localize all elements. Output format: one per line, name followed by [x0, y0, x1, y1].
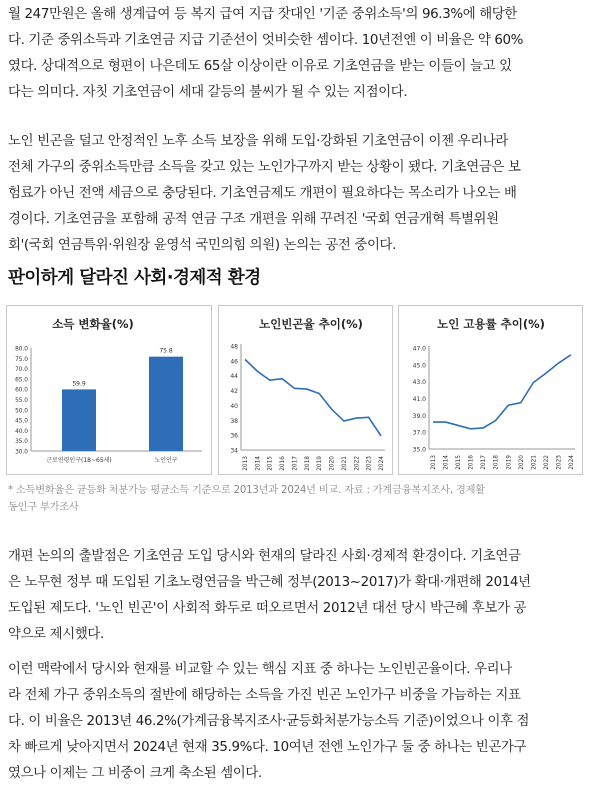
x-tick-label: 2013 [431, 455, 437, 470]
x-tick-label: 2022 [354, 456, 361, 471]
paragraph-4 [8, 657, 584, 787]
caption-line: 동인구 부가조사 [8, 502, 79, 513]
chart-poverty-rate [219, 306, 392, 474]
figure-caption [8, 482, 584, 516]
y-tick-label: 34 [230, 447, 238, 455]
bar [149, 357, 183, 451]
y-tick-label: 60.0 [15, 387, 28, 394]
text-line: 다. 기준 중위소득과 기초연금 지급 기준선이 엇비슷한 셈이다. 10년전엔 이 비율은 약 60% [8, 33, 524, 48]
y-tick-label: 75.0 [15, 356, 28, 363]
x-tick-label: 2017 [292, 456, 299, 471]
y-tick-label: 65.0 [15, 377, 28, 384]
x-tick-label: 2016 [280, 456, 287, 471]
chart-title: 노인빈곤율 추이(%) [259, 317, 363, 331]
paragraph-1 [8, 2, 584, 106]
text-line: 차 빠르게 낮아지면서 2024년 현재 35.9%다. 10여년 전엔 노인가구 둘 중 하나는 빈곤가구 [8, 740, 527, 755]
text-line: 경이다. 기초연금을 포함해 공적 연금 구조 개편을 위해 꾸려진 '국회 연금개혁 특별위원 [8, 212, 499, 227]
x-tick-label: 2021 [341, 456, 348, 471]
x-tick-label: 2019 [317, 456, 324, 471]
text-line: 험료가 아닌 전액 세금으로 충당된다. 기초연금제도 개편이 필요하다는 목소리가 나오는 배 [8, 186, 517, 201]
y-tick-label: 47.0 [412, 345, 426, 353]
y-tick-label: 46 [230, 358, 238, 366]
paragraph-3 [8, 544, 584, 648]
y-tick-label: 45.0 [15, 418, 28, 425]
chart-panel-poverty-rate [218, 305, 393, 475]
y-tick-label: 36 [230, 432, 238, 440]
y-tick-label: 30.0 [15, 449, 28, 456]
section-heading: 판이하게 달라진 사회·경제적 환경 [8, 268, 261, 288]
y-tick-label: 38 [230, 417, 238, 425]
text-line: 전체 가구의 중위소득만큼 소득을 갖고 있는 노인가구까지 받는 상황이 됐다. 기초연금은 보 [8, 160, 521, 175]
chart-title: 소득 변화율(%) [52, 317, 134, 331]
y-tick-label: 44 [230, 373, 238, 381]
x-tick-label: 2021 [531, 455, 538, 470]
x-tick-label: 2018 [493, 455, 500, 470]
chart-title: 노인 고용률 추이(%) [437, 317, 545, 331]
text-line: 도입된 제도다. '노인 빈곤'이 사회적 화두로 떠오르면서 2012년 대선 당시 박근혜 후보가 공 [8, 601, 527, 616]
x-tick-label: 2023 [556, 455, 563, 470]
x-tick-label: 2015 [267, 456, 274, 471]
x-tick-label: 2013 [243, 456, 249, 471]
y-tick-label: 80.0 [15, 346, 28, 353]
x-tick-label: 2016 [468, 455, 475, 470]
y-tick-label: 37.0 [412, 429, 426, 437]
text-line: 이런 맥락에서 당시와 현재를 비교할 수 있는 핵심 지표 중 하나는 노인빈곤율이다. 우리나 [8, 662, 512, 677]
chart-panel-income-change [6, 305, 212, 475]
x-tick-label: 2014 [255, 456, 262, 471]
x-tick-label: 2023 [366, 456, 373, 471]
text-line: 다는 의미다. 자칫 기초연금이 세대 갈등의 불씨가 될 수 있는 지점이다. [8, 85, 408, 100]
y-tick-label: 35.0 [412, 446, 426, 454]
text-line: 회'(국회 연금특위·위원장 윤영석 국민의힘 의원) 논의는 공전 중이다. [8, 238, 397, 253]
x-tick-label: 2024 [379, 456, 385, 471]
x-tick-label: 2018 [304, 456, 311, 471]
caption-line: * 소득변화율은 균등화 처분가능 평균소득 기준으로 2013년과 2024년 비교. 자료 : 가계금융복지조사, 경제활 [8, 485, 485, 496]
y-tick-label: 70.0 [15, 367, 28, 374]
x-tick-label: 노인인구 [154, 457, 178, 464]
y-tick-label: 41.0 [412, 396, 426, 403]
chart-panel-employment-rate [398, 305, 583, 475]
text-line: 라 전체 가구 중위소득의 절반에 해당하는 소득을 가진 빈곤 노인가구 비중을 가늠하는 지표 [8, 688, 521, 703]
x-tick-label: 2015 [456, 455, 463, 470]
y-tick-label: 50.0 [15, 408, 28, 415]
text-line: 노인 빈곤을 덜고 안정적인 노후 소득 보장을 위해 도입·강화된 기초연금이 이젠 우리나라 [8, 134, 508, 149]
text-line: 월 247만원은 올해 생계급여 등 복지 급여 지급 잣대인 '기준 중위소득'의 96.3%에 해당한 [8, 7, 517, 22]
x-tick-label: 2020 [518, 455, 525, 470]
data-label: 59.9 [72, 380, 86, 388]
paragraph-2 [8, 129, 584, 259]
x-tick-label: 2022 [543, 455, 550, 470]
x-tick-label: 2020 [329, 456, 336, 471]
y-tick-label: 40.0 [15, 428, 28, 435]
text-line: 약으로 제시했다. [8, 627, 104, 642]
y-tick-label: 55.0 [15, 398, 28, 404]
x-tick-label: 2024 [569, 455, 575, 470]
text-line: 였다. 상대적으로 형편이 나은데도 65살 이상이란 이유로 기초연금을 받는 이들이 늘고 있 [8, 59, 512, 74]
series-line [433, 355, 571, 429]
series-line [245, 359, 381, 436]
text-line: 개편 논의의 출발점은 기초연금 도입 당시와 현재의 달라진 사회·경제적 환경이다. 기초연금 [8, 549, 521, 564]
y-tick-label: 48 [230, 343, 238, 351]
x-tick-label: 근로연령인구(18~65세) [46, 457, 112, 464]
x-tick-label: 2014 [443, 455, 450, 470]
x-tick-label: 2017 [481, 455, 488, 470]
y-tick-label: 39.0 [412, 412, 426, 420]
chart-income-change [7, 306, 211, 474]
chart-employment-rate [399, 306, 582, 474]
text-line: 다. 이 비율은 2013년 46.2%(가계금융복지조사·균등화처분가능소득 기준)이었으나 이후 점 [8, 714, 530, 729]
y-tick-label: 43.0 [412, 379, 426, 387]
y-tick-label: 40 [230, 402, 238, 410]
bar [62, 389, 96, 451]
text-line: 였으나 이제는 그 비중이 크게 축소된 셈이다. [8, 766, 262, 781]
data-label: 75.8 [159, 347, 173, 355]
y-tick-label: 35.0 [15, 439, 28, 446]
y-tick-label: 42 [230, 388, 238, 396]
y-tick-label: 45.0 [412, 362, 426, 370]
text-line: 은 노무현 정부 때 도입된 기초노령연금을 박근혜 정부(2013~2017)가 확대·개편해 2014년 [8, 575, 531, 590]
chart-figure [6, 305, 586, 477]
x-tick-label: 2019 [506, 455, 513, 470]
